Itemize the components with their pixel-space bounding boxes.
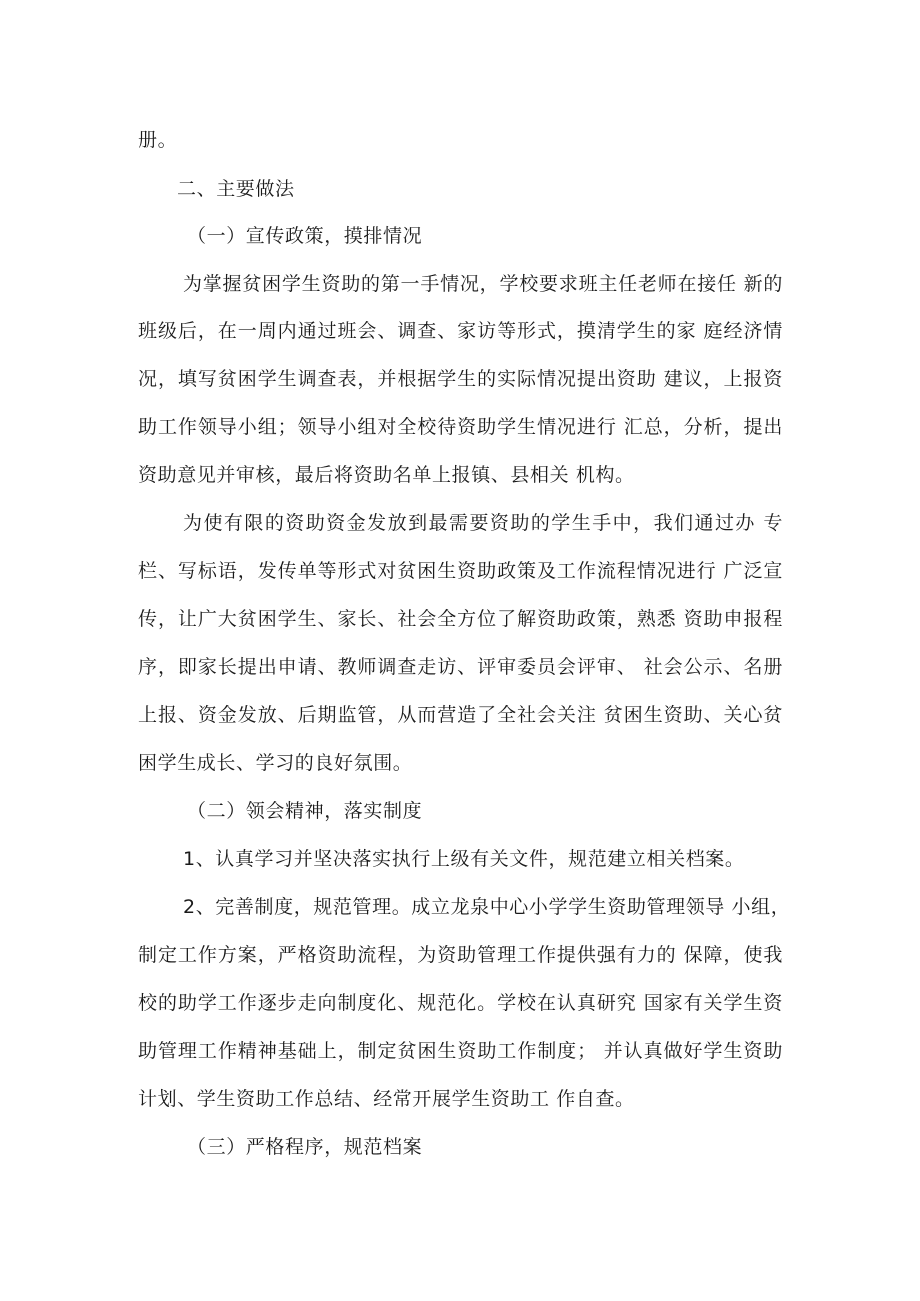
text-line: 上报、资金发放、后期监管，从而营造了全社会关注 贫困生资助、关心贫 [138,704,783,726]
text-line: 栏、写标语，发传单等形式对贫困生资助政策及工作流程情况进行 广泛宣 [138,560,783,582]
text-line: 资助意见并审核，最后将资助名单上报镇、县相关 机构。 [138,464,635,486]
text-line: 况，填写贫困学生调查表，并根据学生的实际情况提出资助 建议，上报资 [138,368,783,390]
section-heading: 二、主要做法 [177,178,295,200]
text-line: 助工作领导小组；领导小组对全校待资助学生情况进行 汇总，分析，提出 [138,416,783,438]
text-line: 助管理工作精神基础上，制定贫困生资助工作制度； 并认真做好学生资助 [138,1040,783,1062]
text-line: 为掌握贫困学生资助的第一手情况，学校要求班主任老师在接任 新的 [183,273,783,295]
text-line: 校的助学工作逐步走向制度化、规范化。学校在认真研究 国家有关学生资 [138,992,783,1014]
text-line: 传，让广大贫困学生、家长、社会全方位了解资助政策，熟悉 资助申报程 [138,608,783,630]
text-line: 困学生成长、学习的良好氛围。 [138,752,413,774]
text-line: 1、认真学习并坚决落实执行上级有关文件，规范建立相关档案。 [183,848,745,870]
text-line: 计划、学生资助工作总结、经常开展学生资助工 作自查。 [138,1088,635,1110]
text-line: 班级后，在一周内通过班会、调查、家访等形式，摸清学生的家 庭经济情 [138,320,783,342]
subsection-heading: （一）宣传政策，摸排情况 [187,225,423,247]
subsection-heading: （三）严格程序，规范档案 [187,1136,423,1158]
subsection-heading: （二）领会精神，落实制度 [187,800,423,822]
text-line: 2、完善制度，规范管理。成立龙泉中心小学学生资助管理领导 小组， [183,896,791,918]
text-line: 制定工作方案，严格资助流程，为资助管理工作提供强有力的 保障，使我 [138,944,783,966]
text-line: 序，即家长提出申请、教师调查走访、评审委员会评审、 社会公示、名册 [138,656,783,678]
text-line: 册。 [138,129,178,151]
text-line: 为使有限的资助资金发放到最需要资助的学生手中，我们通过办 专 [183,512,783,534]
